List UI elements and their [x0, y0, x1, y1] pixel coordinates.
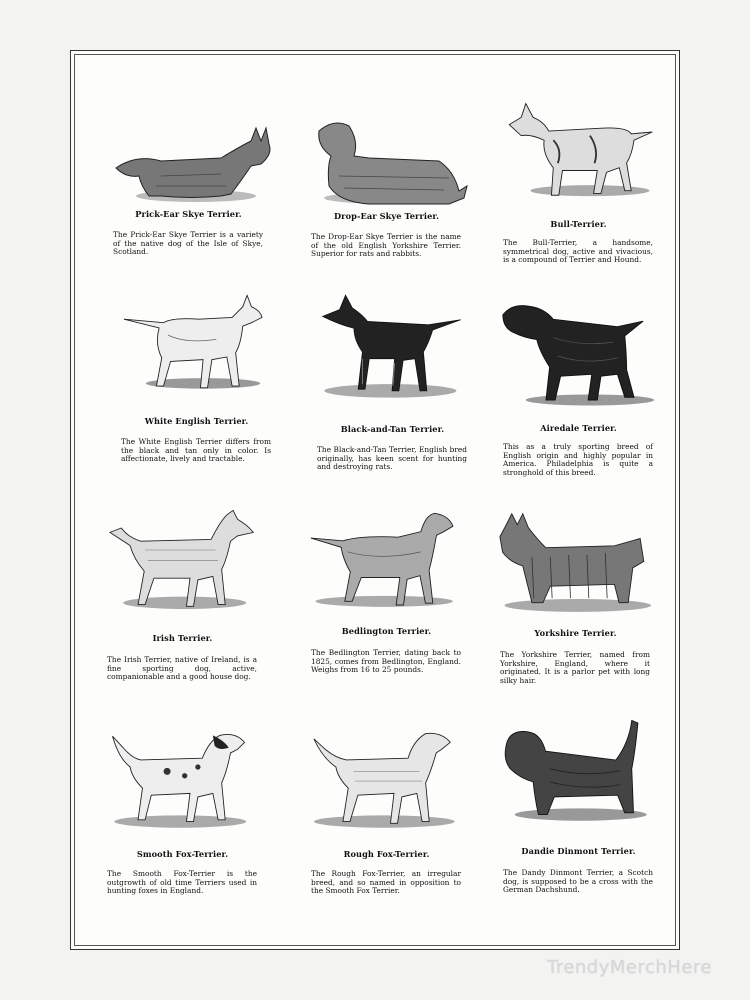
- dog-description: The Prick-Ear Skye Terrier is a variety of the native dog of the Isle of Skye, Scotland.: [113, 230, 263, 257]
- dog-name: Airedale Terrier.: [540, 423, 617, 433]
- dog-name: Prick-Ear Skye Terrier.: [135, 209, 242, 219]
- watermark-text: TrendyMerchHere: [546, 957, 712, 978]
- dog-entry-dandie-dinmont-terrier: [491, 716, 666, 936]
- dog-description: The Bull-Terrier, a handsome, symmetrical dog, active and vivacious, is a compound of Terrier and Hound.: [503, 238, 653, 265]
- dog-illustration: [109, 291, 284, 401]
- dog-illustration: [488, 511, 663, 621]
- dog-description: The Black-and-Tan Terrier, English bred originally, has keen scent for hunting and destroying rats.: [317, 445, 467, 472]
- dog-description: The Dandy Dinmont Terrier, a Scotch dog, is supposed to be a cross with the German Dachshund.: [503, 868, 653, 895]
- terrier-breeds-poster: [70, 50, 680, 950]
- dog-description: The Drop-Ear Skye Terrier is the name of the old English Yorkshire Terrier. Superior for rats and rabbits.: [311, 232, 461, 259]
- dog-entry-irish-terrier: [95, 506, 270, 726]
- dog-description: The Bedlington Terrier, dating back to 1825, comes from Bedlington, England. Weighs from 16 to 25 pounds.: [311, 648, 461, 675]
- dog-name: Irish Terrier.: [152, 633, 213, 643]
- dog-description: This as a truly sporting breed of English origin and highly popular in America. Philadelphia is quite a stronghold of this breed.: [503, 442, 653, 477]
- dog-illustration: [299, 116, 474, 226]
- dog-entry-white-english-terrier: [109, 291, 284, 511]
- dog-name: Dandie Dinmont Terrier.: [521, 846, 636, 856]
- dog-entry-yorkshire-terrier: [488, 511, 663, 731]
- dog-description: The Rough Fox-Terrier, an irregular breed, and so named in opposition to the Smooth Fox Terrier.: [311, 869, 461, 896]
- dog-name: Yorkshire Terrier.: [534, 628, 617, 638]
- dog-illustration: [491, 716, 666, 826]
- dog-entry-bull-terrier: [491, 99, 666, 319]
- dog-description: The Yorkshire Terrier, named from Yorkshire, England, where it originated. It is a parlor pet with long silky hair.: [500, 650, 650, 685]
- dog-illustration: [95, 723, 270, 833]
- dog-description: The White English Terrier differs from the black and tan only in color. Is affectionate, lively and tractable.: [121, 437, 271, 464]
- dog-entry-black-and-tan-terrier: [305, 291, 480, 511]
- dog-name: Bull-Terrier.: [550, 219, 607, 229]
- dog-name: Smooth Fox-Terrier.: [136, 849, 229, 859]
- dog-name: Bedlington Terrier.: [341, 626, 432, 636]
- dog-description: The Irish Terrier, native of Ireland, is a fine sporting dog, active, companionable and a good house dog.: [107, 655, 257, 682]
- dog-entry-rough-fox-terrier: [299, 723, 474, 943]
- dog-name: Rough Fox-Terrier.: [343, 849, 430, 859]
- dog-illustration: [491, 301, 666, 411]
- dog-entry-smooth-fox-terrier: [95, 723, 270, 943]
- dog-name: White English Terrier.: [144, 416, 249, 426]
- dog-illustration: [299, 506, 474, 616]
- dog-illustration: [95, 506, 270, 616]
- dog-illustration: [305, 291, 480, 401]
- dog-illustration: [491, 99, 666, 209]
- dog-name: Black-and-Tan Terrier.: [340, 424, 445, 434]
- dog-entry-airedale-terrier: [491, 301, 666, 521]
- dog-illustration: [299, 723, 474, 833]
- dog-description: The Smooth Fox-Terrier is the outgrowth of old time Terriers used in hunting foxes in England.: [107, 869, 257, 896]
- dog-name: Drop-Ear Skye Terrier.: [333, 211, 440, 221]
- dog-entry-bedlington-terrier: [299, 506, 474, 726]
